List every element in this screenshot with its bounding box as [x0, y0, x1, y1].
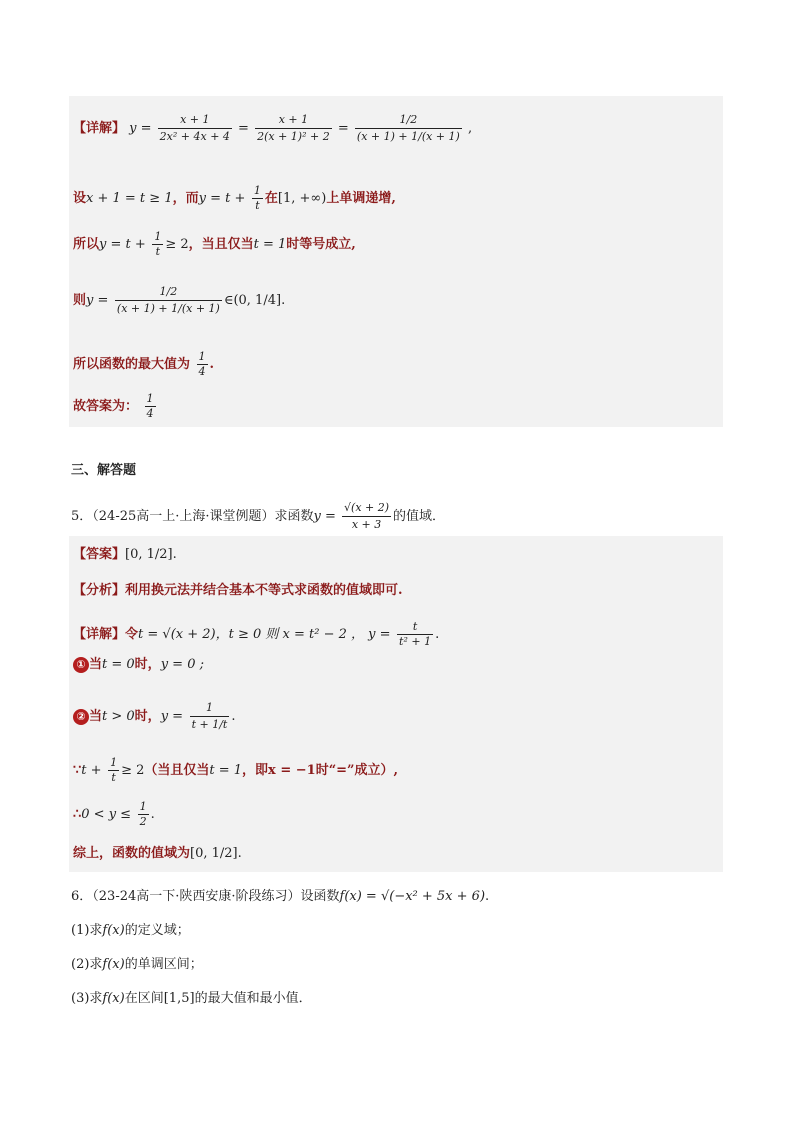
- fraction: $\frac{√(x + 2)}{x + 3}$: [344, 501, 390, 531]
- circled-number-1: ①: [73, 657, 89, 673]
- question-6-part-2: (2)求f(x)的单调区间；: [71, 957, 203, 972]
- answer-tag: 【答案】: [73, 547, 126, 562]
- detail-line-4: 则y = $\frac{1/2}{(x + 1) + 1/(x + 1)}$ ∈(0, 1/4].: [73, 285, 286, 315]
- detail-line-1: 【详解】 y = $\frac{x + 1}{\text{2x² + 4x + 4}}$ = $\frac{x + 1}{\text{2(x + 1)² + 2}}$ = $\frac{1/2}{(x + 1) + 1/(x + 1)}$ ,: [73, 113, 473, 143]
- answer-line: 【答案】[0, 1/2].: [73, 547, 177, 562]
- fraction: $\frac{1}{t}$: [154, 230, 162, 258]
- because-line: ∵t + $\frac{1}{t}$ ≥ 2（当且仅当t = 1，即x = −1时“=”成立）,: [73, 756, 399, 784]
- question-6: 6．（23-24高一下·陕西安康·阶段练习）设函数f(x) = √(−x² + 5x + 6).: [71, 889, 490, 904]
- question-6-part-3: (3)求f(x)在区间[1,5]的最大值和最小值．: [71, 991, 312, 1006]
- case-2-line: ② 当t > 0时，y = $\frac{1}{t + 1/t}$ .: [73, 700, 236, 733]
- fraction: $\frac{1/2}{(x + 1) + 1/(x + 1)}$: [356, 113, 460, 143]
- analysis-tag: 【分析】: [73, 583, 126, 598]
- detail-line-3: 所以y = t + $\frac{1}{t}$ ≥ 2，当且仅当t = 1时等号成立,: [73, 230, 356, 258]
- math-expr: y =: [129, 121, 152, 136]
- fraction: $\frac{x + 1}{\text{2(x + 1)² + 2}}$: [257, 113, 330, 143]
- fraction: $\frac{1}{2}$: [139, 800, 147, 828]
- analysis-line: 【分析】利用换元法并结合基本不等式求函数的值域即可.: [73, 583, 403, 598]
- fraction: $\frac{1}{4}$: [146, 392, 154, 420]
- question-6-part-1: (1)求f(x)的定义域；: [71, 923, 190, 938]
- question-5: 5．（24-25高一上·上海·课堂例题）求函数y = $\frac{√(x + 2)}{x + 3}$ 的值域．: [71, 501, 446, 531]
- detail-line-6: 故答案为： $\frac{1}{4}$: [73, 392, 154, 420]
- because-symbol: ∵: [73, 763, 82, 778]
- summary-line: 综上，函数的值域为[0, 1/2].: [73, 846, 242, 861]
- fraction: $\frac{t}{\text{t² + 1}}$: [399, 620, 432, 648]
- section-title: 三、解答题: [71, 463, 137, 478]
- fraction: $\frac{1}{4}$: [198, 350, 206, 378]
- therefore-symbol: ∴: [73, 807, 82, 822]
- detail-line-5: 所以函数的最大值为 $\frac{1}{4}$ .: [73, 350, 215, 378]
- detail-line-2: 设x + 1 = t ≥ 1，而y = t + $\frac{1}{t}$ 在[1, +∞)上单调递增,: [73, 184, 396, 212]
- fraction: $\frac{1}{t}$: [110, 756, 118, 784]
- detail-tag: 【详解】: [73, 121, 126, 136]
- fraction: $\frac{1/2}{(x + 1) + 1/(x + 1)}$: [116, 285, 220, 315]
- fraction: $\frac{x + 1}{\text{2x² + 4x + 4}}$: [159, 113, 230, 143]
- circled-number-2: ②: [73, 709, 89, 725]
- fraction: $\frac{1}{t + 1/t}$: [191, 701, 228, 731]
- detail-line-7: 【详解】令t = √(x + 2)，t ≥ 0 则 x = t² − 2 ， y = $\frac{t}{\text{t² + 1}}$ .: [73, 620, 440, 648]
- case-1-line: ① 当t = 0时，y = 0 ;: [73, 656, 204, 674]
- therefore-line: ∴0 < y ≤ $\frac{1}{2}$ .: [73, 800, 155, 828]
- fraction: $\frac{1}{t}$: [253, 184, 261, 212]
